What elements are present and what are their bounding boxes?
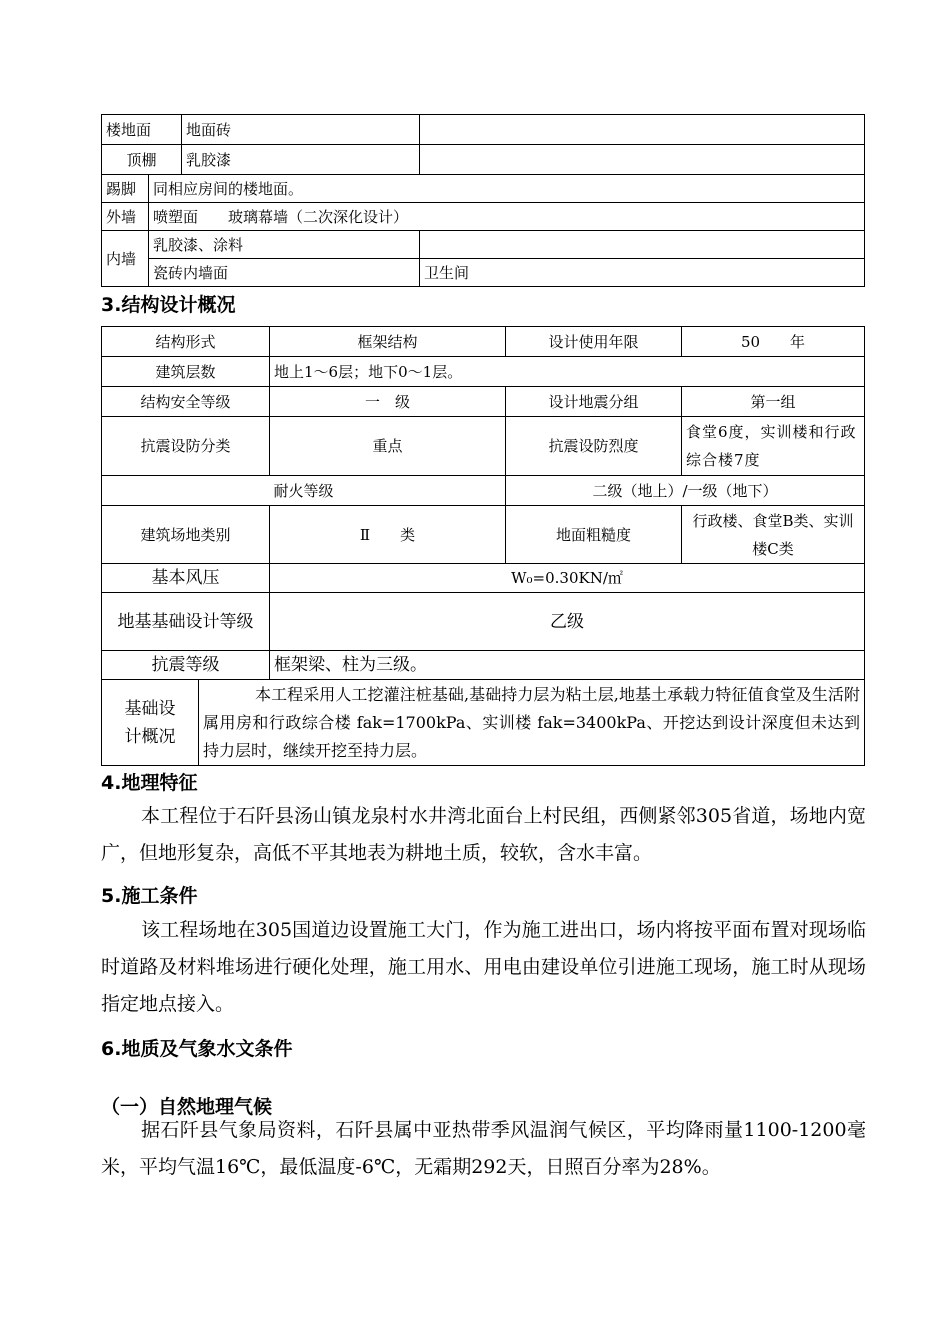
- ceiling-value: 乳胶漆: [182, 145, 420, 175]
- interior-value-1: 乳胶漆、涂料: [149, 231, 420, 259]
- safety-grade-label: 结构安全等级: [102, 387, 270, 417]
- section4-text: 本工程位于石阡县汤山镇龙泉村水井湾北面台上村民组，西侧紧邻305省道，场地内宽广，但地形复杂，高低不平其地表为耕地土质，较软，含水丰富。: [101, 805, 866, 864]
- section6-heading: 6.地质及气象水文条件: [101, 1038, 293, 1060]
- interior-value-2: 瓷砖内墙面: [149, 259, 420, 287]
- exterior-label: 外墙: [102, 203, 149, 231]
- exterior-value: 喷塑面 玻璃幕墙（二次深化设计）: [149, 203, 865, 231]
- struct-form-value: 框架结构: [270, 327, 506, 357]
- skirting-value: 同相应房间的楼地面。: [149, 175, 865, 203]
- seismic-intensity-value: 食堂6度，实训楼和行政综合楼7度: [682, 417, 865, 476]
- seismic-class-label: 抗震设防分类: [102, 417, 270, 476]
- floor-value: 地面砖: [182, 115, 420, 145]
- fire-rating-label: 耐火等级: [102, 476, 506, 506]
- interior-label: 内墙: [102, 231, 149, 287]
- seismic-group-label: 设计地震分组: [506, 387, 682, 417]
- structure-table: [101, 326, 865, 766]
- foundation-grade-value: 乙级: [270, 593, 865, 651]
- seismic-intensity-label: 抗震设防烈度: [506, 417, 682, 476]
- section3-heading: 3.结构设计概况: [101, 294, 236, 316]
- seismic-group-value: 第一组: [682, 387, 865, 417]
- skirting-label: 踢脚: [102, 175, 149, 203]
- section5-text: 该工程场地在305国道边设置施工大门，作为施工进出口，场内将按平面布置对现场临时道路及材料堆场进行硬化处理，施工用水、用电由建设单位引进施工现场，施工时从现场指定地点接入。: [101, 919, 866, 1015]
- seismic-class-value: 重点: [270, 417, 506, 476]
- ceiling-label: 顶棚: [102, 145, 182, 175]
- foundation-overview-label: 基础设计概况: [102, 680, 199, 766]
- seismic-grade-label: 抗震等级: [102, 651, 270, 680]
- safety-grade-value: 一 级: [270, 387, 506, 417]
- seismic-grade-value: 框架梁、柱为三级。: [270, 651, 865, 680]
- floors-value: 地上1～6层；地下0～1层。: [270, 357, 865, 387]
- section6-text: 据石阡县气象局资料，石阡县属中亚热带季风温润气候区，平均降雨量1100-1200毫米，平均气温16℃，最低温度-6℃，无霜期292天，日照百分率为28%。: [101, 1119, 866, 1178]
- fire-rating-value: 二级（地上）/一级（地下）: [506, 476, 865, 506]
- site-class-label: 建筑场地类别: [102, 506, 270, 564]
- service-life-label: 设计使用年限: [506, 327, 682, 357]
- interior-note-2: 卫生间: [420, 259, 865, 287]
- site-class-value: Ⅱ 类: [270, 506, 506, 564]
- floors-label: 建筑层数: [102, 357, 270, 387]
- foundation-grade-label: 地基基础设计等级: [102, 593, 270, 651]
- roughness-value: 行政楼、食堂B类、实训楼C类: [682, 506, 865, 564]
- wind-pressure-value: W₀=0.30KN/㎡: [270, 564, 865, 593]
- section5-heading: 5.施工条件: [101, 885, 198, 907]
- finish-table: [101, 114, 865, 287]
- wind-pressure-label: 基本风压: [102, 564, 270, 593]
- struct-form-label: 结构形式: [102, 327, 270, 357]
- section6-subheading: （一）自然地理气候: [101, 1096, 273, 1118]
- section4-heading: 4.地理特征: [101, 772, 198, 794]
- roughness-label: 地面粗糙度: [506, 506, 682, 564]
- floor-label: 楼地面: [102, 115, 182, 145]
- foundation-overview-value: 本工程采用人工挖灌注桩基础,基础持力层为粘土层,地基土承载力特征值食堂及生活附属用房和行政综合楼 fak=1700kPa、实训楼 fak=3400kPa、开挖达到设计深度但未达到持力层时，继续开挖至持力层。: [199, 680, 865, 766]
- service-life-value: 50 年: [682, 327, 865, 357]
